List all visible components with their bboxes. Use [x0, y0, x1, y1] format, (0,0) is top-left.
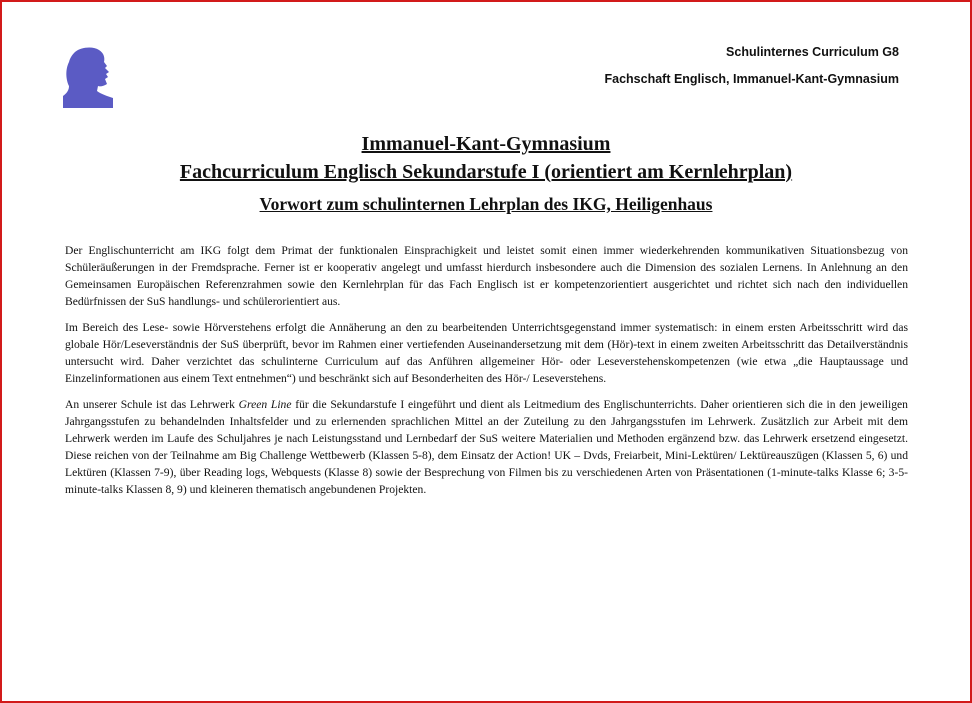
foreword-title: Vorwort zum schulinternen Lehrplan des IKG, Heiligenhaus	[259, 194, 713, 214]
title-block	[2, 130, 970, 215]
textbook-name: Green Line	[238, 398, 292, 411]
curriculum-title: Fachcurriculum Englisch Sekundarstufe I (orientiert am Kernlehrplan)	[179, 161, 793, 183]
paragraph-1: Der Englischunterricht am IKG folgt dem Primat der funktionalen Einsprachigkeit und leistet somit einen immer wiederkehrenden kommunikativen Situationsbezug von Schüleräußerungen in der Fremdsprache. Ferner ist er kooperativ angelegt und umfasst hierdurch insbesondere auch die Dimension des sozialen Lernens. In Anlehnung an den Gemeinsamen Europäischen Referenzrahmen sowie den Kernlehrplan für das Fach Englisch ist er kompetenzorientiert ausgerichtet und richtet sich nach den individuellen Bedürfnissen der SuS handlungs- und schülerorientiert aus.	[65, 244, 908, 308]
body-text	[65, 242, 908, 507]
header-department: Fachschaft Englisch, Immanuel-Kant-Gymnasium	[604, 72, 899, 86]
paragraph-3-rest: für die Sekundarstufe I eingeführt und dient als Leitmedium des Englischunterrichts. Daher orientieren sich die in den jeweiligen Jahrgangsstufen zu behandelnden Inhaltsfelder und zu erlernenden sprachlichen Mittel an der Zuteilung zu den Jahrgangsstufen im Lehrwerk. Zusätzlich zur Arbeit mit dem Lehrwerk werden im Laufe des Schuljahres je nach Leistungsstand und Lernbedarf der SuS weitere Materialien und Methoden ergänzend bzw. das Lehrwerk ersetzend eingesetzt. Diese reichen von der Teilnahme am Big Challenge Wettbewerb (Klassen 5-8), dem Einsatz der Action! UK – Dvds, Freiarbeit, Mini-Lektüren/ Lektüreauszügen (Klassen 5, 6) und Lektüren (Klassen 7-9), über Reading logs, Webquests (Klasse 8) sowie der Besprechung von Filmen bis zu verschiedenen Arten von Präsentationen (1-minute-talks Klasse 6; 3-5-minute-talks Klassen 8, 9) und kleineren thematisch angebundenen Projekten.	[65, 398, 908, 496]
paragraph-3-start: An unserer Schule ist das Lehrwerk	[65, 398, 239, 411]
paragraph-3	[65, 396, 908, 498]
paragraph-2: Im Bereich des Lese- sowie Hörverstehens erfolgt die Annäherung an den zu bearbeitenden Unterrichtsgegenstand immer systematisch: in einem ersten Arbeitsschritt wird das globale Hör/Leseverständnis der SuS überprüft, bevor im Rahmen einer vertiefenden Auseinandersetzung mit dem (Hör)-text in einem zweiten Arbeitsschritt das Detailverständnis untersucht wird. Daher verzichtet das schulinterne Curriculum auf das Anführen allgemeiner Hör- oder Leseverstehenskompetenzen (wie etwa „die Hauptaussage und Einzelinformationen aus einem Text entnehmen“) und beschränkt sich auf Besonderheiten des Hör-/ Leseverstehens.	[65, 321, 908, 385]
document-header	[604, 45, 899, 86]
school-title: Immanuel-Kant-Gymnasium	[361, 133, 611, 155]
header-curriculum: Schulinternes Curriculum G8	[726, 45, 899, 59]
kant-silhouette-icon	[61, 46, 119, 110]
